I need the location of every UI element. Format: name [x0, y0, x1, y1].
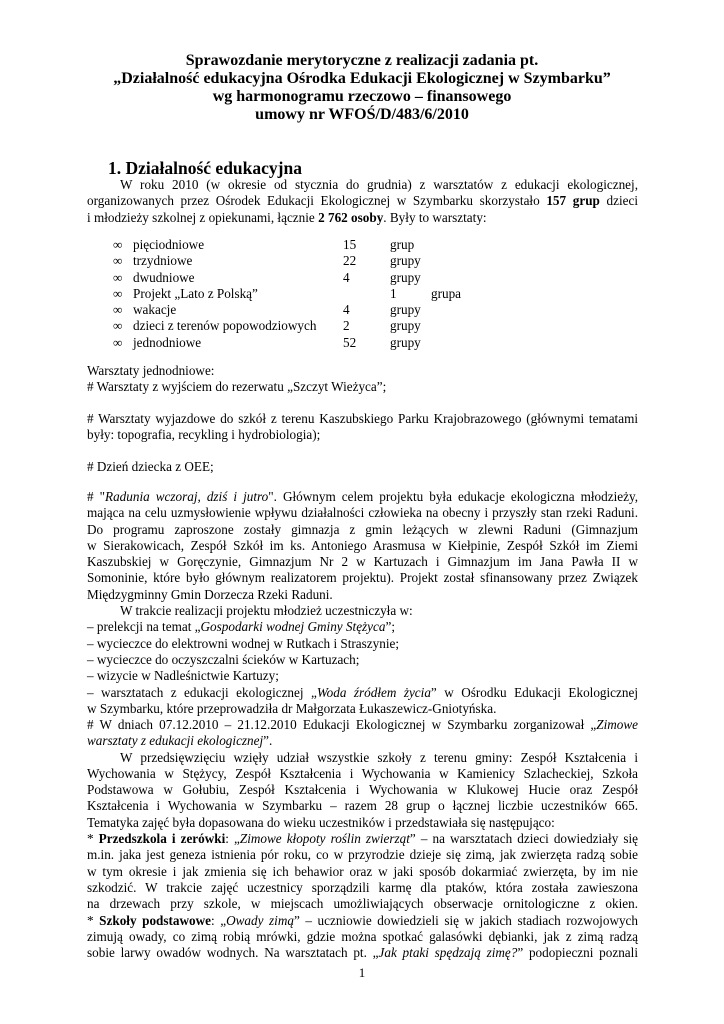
text-span: ” – na warsztatach dzieci dowiedziały się: [409, 831, 639, 847]
workshop-title: Woda źródłem życia: [316, 684, 431, 700]
intro-paragraph: [87, 177, 638, 226]
topic-title: Owady zimą: [226, 912, 294, 928]
text-line: – wycieczce do oczyszczalni ścieków w Kartuzach;: [87, 651, 360, 667]
text-line: były: topografia, recykling i hydrobiologia);: [87, 427, 321, 443]
text-line: Warsztaty jednodniowe:: [87, 363, 215, 378]
list-item-count: 15: [343, 237, 357, 252]
text-span: ” podopieczni poznali: [517, 945, 638, 961]
list-item-label: dwudniowe: [133, 269, 195, 285]
list-item-count: 22: [343, 253, 357, 269]
text-line: # Warsztaty wyjazdowe do szkół z terenu Kaszubskiego Parku Krajobrazowego (głównymi tematami: [87, 411, 638, 426]
infinity-bullet-icon: ∞: [113, 334, 123, 350]
infinity-bullet-icon: ∞: [113, 237, 123, 252]
title-line: Sprawozdanie merytoryczne z realizacji zadania pt.: [185, 52, 539, 69]
list-item-unit: grupy: [390, 302, 421, 318]
workshop-title: warsztaty z edukacji ekologicznej: [87, 733, 264, 749]
lecture-title: Gospodarki wodnej Gminy Stężyca: [200, 619, 386, 635]
text-line: w Sierakowicach, Zespół Szkół im ks. Antoniego Arasmusa w Kiełpinie, Zespół Szkół im Ziemi: [87, 537, 638, 553]
text-line: [87, 831, 638, 847]
text-line: [87, 945, 638, 961]
text-span: – prelekcji na temat „: [87, 619, 201, 635]
list-item-count: 4: [343, 302, 350, 318]
text-line: [87, 619, 638, 635]
infinity-bullet-icon: ∞: [113, 302, 123, 318]
text-span: : „: [225, 831, 240, 847]
participant-count: 2 762 osoby: [318, 209, 384, 225]
title-line: umowy nr WFOŚ/D/483/6/2010: [255, 106, 469, 123]
text-line: Do programu zaproszone zostały gimnazja z gmin leżących w zlewni Raduni (Gimnazjum: [87, 521, 638, 537]
topic-title: Zimowe kłopoty roślin zwierząt: [239, 831, 410, 847]
text-line: # Dzień dziecka z OEE;: [87, 459, 214, 474]
topic-title: Jak ptaki spędzają zimę?: [378, 945, 518, 961]
text-span: dzieci: [599, 193, 638, 209]
section-heading: 1. Działalność edukacyjna: [108, 158, 302, 178]
group-count: 157 grup: [546, 193, 600, 209]
list-item-label: Projekt „Lato z Polską”: [133, 285, 258, 301]
text-line: [87, 210, 638, 226]
list-item-unit: grupa: [431, 285, 462, 301]
oneday-item-3: [87, 459, 638, 475]
winter-paragraph: [87, 717, 638, 961]
list-item-unit: grupy: [390, 253, 421, 269]
list-item-unit: grupy: [390, 269, 421, 285]
text-span: # W dniach 07.12.2010 – 21.12.2010 Edukacji Ekologicznej w Szymbarku zorganizował „: [87, 717, 597, 732]
text-line: Kształcenia i Wychowania w Szymbarku – razem 28 grup o łącznej liczbie uczestników 665.: [87, 798, 638, 814]
text-line: szkodzić. W trakcie zajęć uczestnicy sporządzili karmę dla ptaków, która została zawieszona: [87, 879, 638, 895]
text-span: ” – uczniowie dowiedzieli się w jakich stadiach rozwojowych: [293, 912, 639, 928]
text-span: ” w Ośrodku Edukacji Ekologicznej: [430, 684, 638, 700]
oneday-heading: [87, 363, 638, 396]
title-line: „Działalność edukacyjna Ośrodka Edukacji Ekologicznej w Szymbarku”: [113, 70, 611, 87]
text-line: [87, 193, 638, 209]
list-item-label: trzydniowe: [133, 253, 193, 269]
list-item-unit: grupy: [390, 334, 421, 350]
title-line: wg harmonogramu rzeczowo – finansowego: [212, 88, 512, 105]
text-span: # ": [87, 489, 106, 504]
text-span: organizowanych przez Ośrodek Edukacji Ekologicznej w Szymbarku skorzystało: [87, 193, 547, 209]
text-line: [87, 733, 638, 749]
infinity-bullet-icon: ∞: [113, 318, 123, 334]
audience-label: Przedszkola i zerówki: [98, 831, 226, 847]
infinity-bullet-icon: ∞: [113, 269, 123, 285]
infinity-bullet-icon: ∞: [113, 253, 123, 269]
text-line: Międzygminny Gmin Dorzecza Rzeki Raduni.: [87, 586, 333, 602]
raduni-paragraph: [87, 489, 638, 717]
workshop-title: Zimowe: [596, 717, 638, 732]
text-line: [87, 913, 638, 929]
text-line: – wycieczce do elektrowni wodnej w Rutkach i Straszynie;: [87, 635, 400, 651]
report-title: [0, 52, 724, 124]
list-item-count: 2: [343, 318, 350, 334]
list-item-count: 52: [343, 334, 357, 350]
list-item-label: jednodniowe: [133, 334, 202, 350]
text-span: – warsztatach z edukacji ekologicznej „: [87, 684, 317, 700]
text-line: Podstawowa w Gołubiu, Zespół Kształcenia i Wychowania w Klukowej Hucie oraz Zespół: [87, 782, 638, 798]
oneday-item-2: [87, 411, 638, 444]
text-span: i młodzieży szkolnej z opiekunami, łącznie: [87, 209, 319, 225]
list-item-label: wakacje: [133, 302, 177, 318]
text-line: Kaszubskiej w Goręczynie, Gimnazjum Nr 2 w Kartuzach i Gimnazjum im Jana Pawła II w: [87, 554, 638, 570]
text-span: sobie larwy owadów wodnych. Na warsztatach pt. „: [87, 945, 379, 961]
text-line: – wizycie w Nadleśnictwie Kartuzy;: [87, 668, 279, 684]
text-line: w tym okresie i jak zmienia się ich behawior oraz w jaki sposób dokarmiać zwierzęta, by im nie: [87, 863, 638, 879]
text-span: ”.: [263, 733, 273, 749]
text-line: [87, 717, 638, 733]
text-span: ”;: [385, 619, 396, 635]
list-item-count: 4: [343, 269, 350, 285]
text-span: *: [87, 831, 99, 847]
text-line: m.in. jaka jest geneza istnienia pór roku, co w przyrodzie dzieje się zimą, jak zwierzęta radzą sobie: [87, 847, 638, 863]
infinity-bullet-icon: ∞: [113, 285, 123, 301]
list-item-unit: grupy: [390, 318, 421, 334]
list-item-count: 1: [390, 285, 397, 301]
text-line: na drzewach przy szkole, w miejscach umożliwiających obserwacje ornitologiczne z okien.: [87, 896, 638, 912]
text-span: ". Głównym celem projektu była edukacje ekologiczna młodzieży,: [268, 489, 638, 504]
list-item-unit: grup: [390, 237, 415, 252]
text-line: Tematyka zajęć była dopasowana do wieku uczestników i przedstawiała się następująco:: [87, 814, 555, 830]
text-line: Somoninie, które było głównym realizatorem projektu). Projekt został sfinansowany przez Związek: [87, 570, 638, 586]
text-span: *: [87, 912, 100, 928]
audience-label: Szkoły podstawowe: [99, 912, 211, 928]
project-title: Radunia wczoraj, dziś i jutro: [105, 489, 269, 504]
text-span: . Były to warsztaty:: [383, 209, 487, 225]
text-line: Wychowania w Stężycy, Zespół Kształcenia i Wychowania w Kamienicy Szlacheckiej, Szkoła: [87, 765, 638, 781]
list-item-label: pięciodniowe: [133, 237, 205, 252]
text-span: : „: [211, 912, 227, 928]
text-line: [87, 489, 638, 505]
text-line: [87, 685, 638, 701]
text-line: W trakcie realizacji projektu młodzież uczestniczyła w:: [120, 603, 413, 619]
text-line: W roku 2010 (w okresie od stycznia do grudnia) z warsztatów z edukacji ekologicznej,: [120, 177, 638, 192]
text-line: zimują owady, co zimą robią mrówki, gdzie można spotkać galasówki dębianki, jak z zimą radzą: [87, 928, 638, 944]
list-item-label: dzieci z terenów popowodziowych: [133, 318, 317, 334]
text-line: mająca na celu uzmysłowienie wpływu działalności człowieka na obecny i przyszły stan rzeki Raduni.: [87, 505, 638, 521]
text-line: # Warsztaty z wyjściem do rezerwatu „Szczyt Wieżyca”;: [87, 379, 387, 395]
text-line: w Szymbarku, które przeprowadziła dr Małgorzata Łukaszewicz-Gniotyńska.: [87, 700, 497, 716]
text-line: W przedsięwzięciu wzięły udział wszystkie szkoły z terenu gminy: Zespół Kształcenia i: [120, 749, 638, 765]
page-number: 1: [358, 965, 366, 980]
